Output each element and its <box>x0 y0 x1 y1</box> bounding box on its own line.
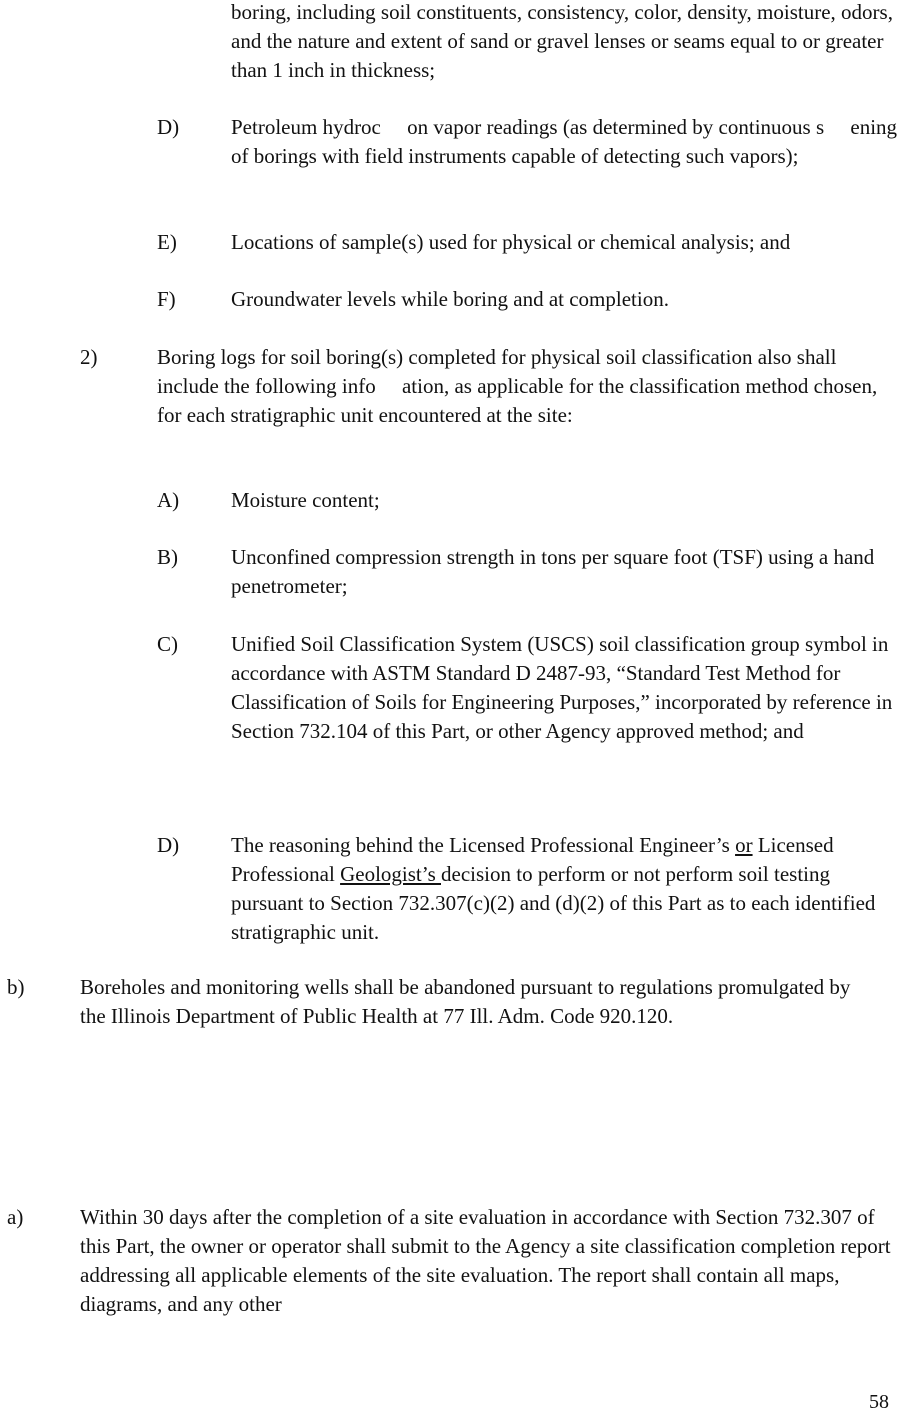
reasoning-underlined-or: or <box>735 833 753 857</box>
reasoning-text-part-3: decision to perform or not perform soil testing pursuant to Section 732.307(c)(2) and (d)(2) of this Part as to each identified stratigraphic unit. <box>231 862 876 944</box>
reasoning-text-part-2: Licensed Professional <box>231 833 834 886</box>
section-text-completion-report: Within 30 days after the completion of a site evaluation in accordance with Section 732.307 of this Part, the owner or operator shall submit to the Agency a site classification completion report addressing all applicable elements of the site evaluation. The report shall contain all maps, diagrams, and any other <box>80 1205 891 1316</box>
page-number: 58 <box>869 1391 889 1413</box>
item-label-d: D) <box>157 115 180 139</box>
continued-paragraph: boring, including soil constituents, consistency, color, density, moisture, odors, and the nature and extent of sand or gravel lenses or seams equal to or greater than 1 inch in thickness; <box>231 0 893 82</box>
item-label-f: F) <box>157 287 176 311</box>
section-label-a: a) <box>7 1205 24 1229</box>
reasoning-underlined-geologists: Geologist’s <box>340 862 441 886</box>
reasoning-text-part-1: The reasoning behind the Licensed Professional Engineer’s <box>231 833 736 857</box>
item-label-e: E) <box>157 230 177 254</box>
item-label-a: A) <box>157 488 180 512</box>
section-text-boreholes: Boreholes and monitoring wells shall be abandoned pursuant to regulations promulgated by the Illinois Department of Public Health at 77 Ill. Adm. Code 920.120. <box>80 975 851 1028</box>
item-label-b: B) <box>157 545 178 569</box>
item-label-d-second: D) <box>157 833 180 857</box>
item-text-uscs: Unified Soil Classification System (USCS) soil classification group symbol in accordance with ASTM Standard D 2487-93, “Standard Test Method for Classification of Soils for Engineering Purposes,” incorporated by reference in Section 732.104 of this Part, or other Agency approved method; and <box>231 632 893 743</box>
item-text-boring-logs: Boring logs for soil boring(s) completed for physical soil classification also shall include the following info ation, as applicable for the classification method chosen, for each stratigraphic unit encountered at the site: <box>157 345 883 427</box>
item-label-2: 2) <box>80 345 98 369</box>
item-text-compression-strength: Unconfined compression strength in tons per square foot (TSF) using a hand penetrometer; <box>231 545 875 598</box>
item-text-sample-locations: Locations of sample(s) used for physical or chemical analysis; and <box>231 230 791 254</box>
item-text-groundwater: Groundwater levels while boring and at completion. <box>231 287 669 311</box>
item-label-c: C) <box>157 632 178 656</box>
item-text-reasoning <box>231 831 903 947</box>
section-label-b: b) <box>7 975 25 999</box>
item-text-moisture: Moisture content; <box>231 488 380 512</box>
item-text-petroleum-vapor: Petroleum hydroc on vapor readings (as determined by continuous s ening of borings with field instruments capable of detecting such vapors); <box>231 115 903 168</box>
